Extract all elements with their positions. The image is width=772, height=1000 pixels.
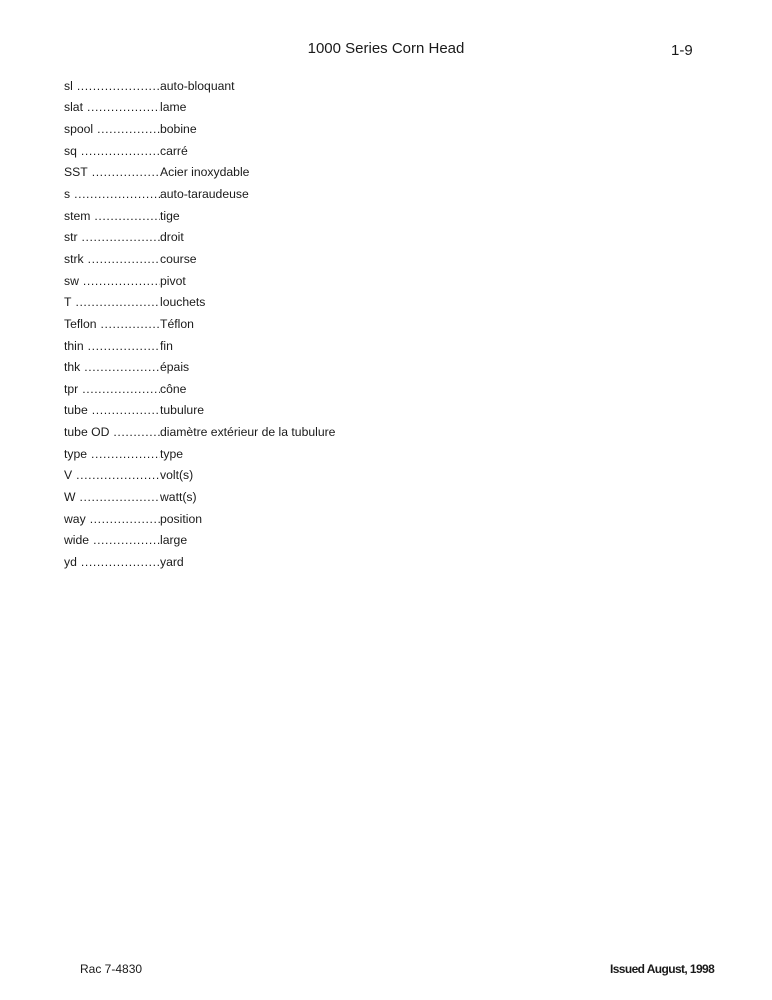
definition: louchets [160,295,206,310]
dot-leader [82,230,160,244]
definition: fin [160,338,173,353]
dot-leader [81,144,160,158]
definition: épais [160,360,190,375]
abbreviation: stem [64,208,91,223]
definition: tubulure [160,403,205,418]
definition: Téflon [160,316,194,331]
definition: droit [160,230,184,245]
abbreviation: tube [64,403,88,418]
term-cell [64,403,160,417]
list-item [64,313,335,335]
abbreviation: tpr [64,381,79,396]
dot-leader [92,403,160,417]
list-item [64,508,335,530]
abbreviation: sw [64,273,79,288]
abbreviation: s [64,187,71,202]
term-cell [64,382,160,396]
dot-leader [82,382,160,396]
list-item [64,118,335,140]
dot-leader [93,533,160,547]
definition: large [160,533,188,548]
definition: volt(s) [160,468,194,483]
term-cell [64,209,160,223]
term-cell [64,447,160,461]
list-item [64,335,335,357]
definition: watt(s) [160,489,197,504]
dot-leader [90,512,160,526]
term-cell [64,360,160,374]
dot-leader [101,317,160,331]
abbreviation: yd [64,554,77,569]
abbreviation: tube OD [64,425,110,440]
dot-leader [74,187,160,201]
abbreviation: sq [64,143,77,158]
list-item [64,443,335,465]
term-cell [64,295,160,309]
definition: pivot [160,273,186,288]
list-item [64,205,335,227]
term-cell [64,144,160,158]
term-cell [64,79,160,93]
list-item [64,291,335,313]
dot-leader [80,490,160,504]
term-cell [64,317,160,331]
term-cell [64,187,160,201]
abbreviation: spool [64,122,94,137]
abbreviation: str [64,230,78,245]
term-cell [64,165,160,179]
term-cell [64,533,160,547]
dot-leader [113,425,160,439]
list-item [64,486,335,508]
dot-leader [88,252,160,266]
list-item [64,529,335,551]
term-cell [64,425,160,439]
dot-leader [81,555,160,569]
definition: type [160,446,184,461]
abbreviation: V [64,468,73,483]
dot-leader [84,360,160,374]
term-cell [64,339,160,353]
dot-leader [76,468,160,482]
definition: carré [160,143,188,158]
abbreviation: thin [64,338,84,353]
abbreviation-list [64,75,335,573]
dot-leader [75,295,160,309]
definition: diamètre extérieur de la tubulure [160,425,336,440]
list-item [64,378,335,400]
list-item [64,551,335,573]
term-cell [64,122,160,136]
abbreviation: Teflon [64,316,97,331]
definition: auto-bloquant [160,78,235,93]
term-cell [64,490,160,504]
abbreviation: strk [64,251,84,266]
list-item [64,140,335,162]
list-item [64,97,335,119]
dot-leader [77,79,160,93]
dot-leader [88,339,160,353]
issue-date: Issued August, 1998 [610,962,715,976]
abbreviation: way [64,511,86,526]
definition: auto-taraudeuse [160,187,249,202]
abbreviation: SST [64,165,88,180]
term-cell [64,252,160,266]
term-cell [64,230,160,244]
term-cell [64,468,160,482]
dot-leader [87,100,160,114]
page-title: 1000 Series Corn Head [307,40,465,57]
list-item [64,162,335,184]
list-item [64,465,335,487]
list-item [64,226,335,248]
term-cell [64,100,160,114]
list-item [64,270,335,292]
dot-leader [94,209,160,223]
list-item [64,75,335,97]
abbreviation: T [64,295,72,310]
list-item [64,183,335,205]
abbreviation: slat [64,100,83,115]
definition: yard [160,554,184,569]
abbreviation: type [64,446,88,461]
term-cell [64,555,160,569]
definition: position [160,511,203,526]
dot-leader [97,122,160,136]
dot-leader [83,274,160,288]
definition: course [160,251,197,266]
dot-leader [92,165,160,179]
definition: Acier inoxydable [160,165,250,180]
definition: tige [160,208,180,223]
abbreviation: thk [64,360,81,375]
term-cell [64,512,160,526]
list-item [64,248,335,270]
dot-leader [91,447,160,461]
term-cell [64,274,160,288]
definition: bobine [160,122,197,137]
page-number: 1-9 [671,42,693,59]
list-item [64,356,335,378]
abbreviation: sl [64,78,73,93]
definition: cône [160,381,187,396]
document-number: Rac 7-4830 [80,962,143,976]
list-item [64,421,335,443]
list-item [64,400,335,422]
definition: lame [160,100,187,115]
abbreviation: W [64,489,76,504]
abbreviation: wide [64,533,90,548]
